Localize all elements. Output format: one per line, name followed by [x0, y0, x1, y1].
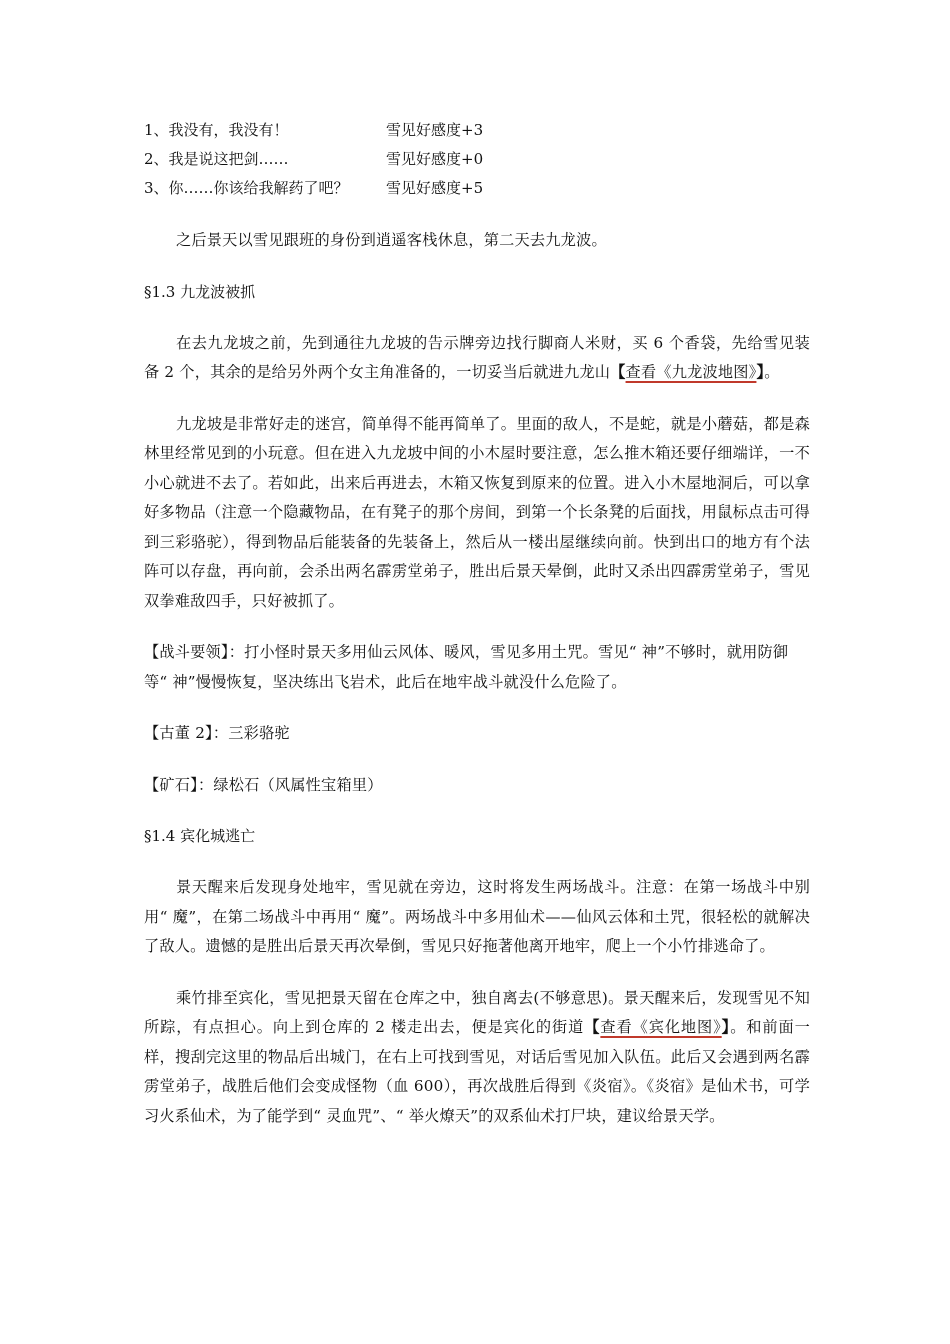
paragraph — [144, 984, 810, 1132]
choice-effect: 雪见好感度+0 — [386, 150, 484, 168]
antique-note — [144, 719, 810, 749]
tip-text: 绿松石（风属性宝箱里） — [213, 775, 383, 794]
paragraph: 景天醒来后发现身处地牢，雪见就在旁边，这时将发生两场战斗。注意：在第一场战斗中别用“ 魔”，在第二场战斗中再用“ 魔”。两场战斗中多用仙术——仙风云体和土咒，很轻松的就解决了敌人。遗憾的是胜出后景天再次晕倒，雪见只好拖著他离开地牢，爬上一个小竹排逃命了。 — [144, 878, 810, 955]
paragraph-text: 在去九龙坡之前，先到通往九龙坡的告示牌旁边找行脚商人米财，买 6 个香袋，先给雪见装备 2 个，其余的是给另外两个女主角准备的，一切妥当后就进九龙山 — [144, 333, 810, 381]
choice-text: 3、你……你该给我解药了吧？ — [144, 179, 349, 197]
paragraph: 九龙坡是非常好走的迷宫，简单得不能再简单了。里面的敌人，不是蛇，就是小蘑菇，都是森林里经常见到的小玩意。但在进入九龙坡中间的小木屋时要注意，怎么推木箱还要仔细端详，一不小心就进不去了。若如此，出来后再进去，木箱又恢复到原来的位置。进入小木屋地洞后，可以拿好多物品（注意一个隐藏物品，在有凳子的那个房间，到第一个长条凳的后面找，用鼠标点击可得到三彩骆驼），得到物品后能装备的先装备上，然后从一楼出屋继续向前。快到出口的地方有个法阵可以存盘，再向前，会杀出两名霹雳堂弟子，胜出后景天晕倒，此时又杀出四霹雳堂弟子，雪见双拳难敌四手，只好被抓了。 — [144, 414, 810, 610]
battle-tip — [144, 638, 810, 697]
section-heading: §1.4 宾化城逃亡 — [144, 827, 256, 845]
paragraph — [144, 329, 810, 388]
tip-label: 【战斗要领】： — [144, 643, 245, 661]
choice-effect: 雪见好感度+3 — [386, 121, 484, 139]
paragraph-text: 。和前面一样，搜刮完这里的物品后出城门，在右上可找到雪见，对话后雪见加入队伍。此后又会遇到两名霹雳堂弟子，战胜后他们会变成怪物（血 600），再次战胜后得到《炎宿》。《炎宿》是仙术书，可学习火系仙术，为了能学到“ 灵血咒”、“ 举火燎天”的双系仙术打尸块，建议给景天学。 — [144, 1018, 811, 1125]
dialog-choice — [144, 145, 810, 174]
link-bracket-open: 【 — [584, 1018, 601, 1036]
choice-effect: 雪见好感度+5 — [386, 179, 484, 197]
jiulong-map-link[interactable]: 查看《九龙波地图》 — [625, 363, 757, 381]
tip-label: 【矿石】： — [144, 775, 214, 794]
tip-label: 【古董 2】： — [144, 724, 229, 742]
dialog-choice — [144, 116, 810, 145]
binhua-map-link[interactable]: 查看《宾化地图》 — [600, 1018, 722, 1036]
section-heading: §1.3 九龙波被抓 — [144, 282, 256, 301]
ore-note — [144, 771, 810, 801]
paragraph: 之后景天以雪见跟班的身份到逍遥客栈休息，第二天去九龙波。 — [176, 231, 607, 249]
link-bracket-open: 【 — [610, 363, 626, 381]
tip-text: 打小怪时景天多用仙云风体、暖风，雪见多用土咒。雪见“ 神”不够时，就用防御等“ 神”慢慢恢复，坚决练出飞岩术，此后在地牢战斗就没什么危险了。 — [144, 643, 789, 691]
link-bracket-close: 】 — [721, 1018, 731, 1036]
paragraph-text: 。 — [764, 363, 780, 381]
paragraph-text: 乘竹排至宾化，雪见把景天留在仓库之中，独自离去(不够意思)。景天醒来后，发现雪见不知所踪，有点担心。向上到仓库的 2 楼走出去，便是宾化的街道 — [144, 988, 810, 1036]
choice-text: 1、我没有，我没有！ — [144, 121, 289, 139]
tip-text: 三彩骆驼 — [228, 724, 290, 742]
choice-text: 2、我是说这把剑…… — [144, 150, 289, 168]
dialog-choice — [144, 174, 810, 203]
link-bracket-close: 】 — [756, 363, 765, 381]
document-page — [144, 116, 810, 1131]
